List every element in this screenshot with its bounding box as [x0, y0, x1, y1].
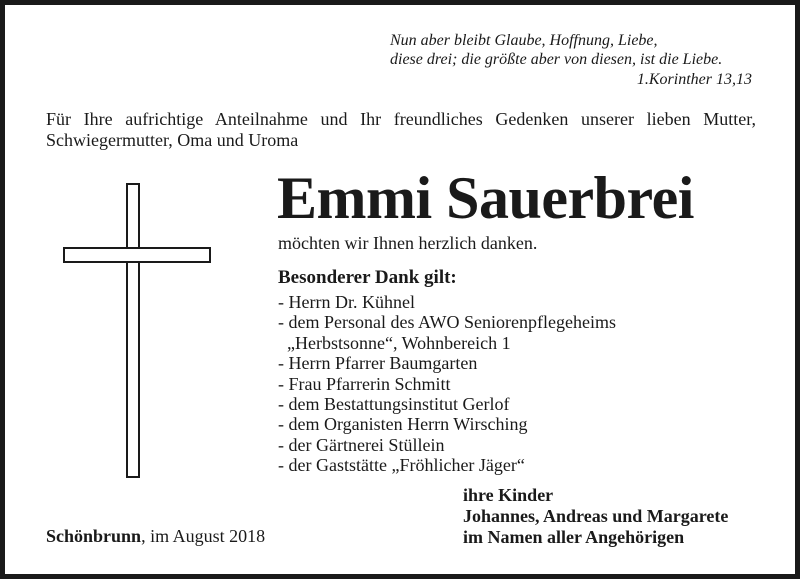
signature-line-1: ihre Kinder [463, 485, 554, 505]
list-item: - dem Organisten Herrn Wirsching [278, 414, 528, 435]
quote-line-1: Nun aber bleibt Glaube, Hoffnung, Liebe, [390, 32, 658, 49]
list-item: - dem Bestattungsinstitut Gerlof [278, 394, 510, 415]
bible-quote [390, 31, 762, 89]
signature-line-2: Johannes, Andreas und Margarete [463, 506, 729, 526]
intro-text: Für Ihre aufrichtige Anteilnahme und Ihr freundliches Gedenken unserer lieben Mutter, Schwiegermutter, Oma und Uroma [46, 109, 756, 150]
list-item: - Herrn Pfarrer Baumgarten [278, 353, 478, 374]
signature-line-3: im Namen aller Angehörigen [463, 527, 685, 547]
list-item: - Frau Pfarrerin Schmitt [278, 373, 451, 394]
cross-vertical-beam [126, 183, 140, 478]
place-town: Schönbrunn [46, 526, 142, 546]
place-date [46, 525, 265, 547]
list-item: - dem Personal des AWO Seniorenpflegeheims [278, 312, 616, 333]
list-item: - der Gaststätte „Fröhlicher Jäger“ [278, 455, 525, 476]
place-date-text: , im August 2018 [141, 526, 266, 546]
list-item: - der Gärtnerei Stüllein [278, 434, 445, 455]
list-item: - Herrn Dr. Kühnel [278, 292, 415, 312]
special-thanks-heading: Besonderer Dank gilt: [278, 267, 457, 288]
cross-intersection [128, 249, 138, 261]
deceased-name: Emmi Sauerbrei [277, 165, 694, 231]
quote-source: 1.Korinther 13,13 [636, 71, 752, 88]
thanks-text: möchten wir Ihnen herzlich danken. [278, 233, 538, 253]
quote-line-2: diese drei; die größte aber von diesen, ist die Liebe. [390, 51, 723, 68]
signature-block [463, 485, 728, 548]
list-item: „Herbstsonne“, Wohnbereich 1 [278, 332, 511, 353]
thanks-list [278, 292, 616, 476]
